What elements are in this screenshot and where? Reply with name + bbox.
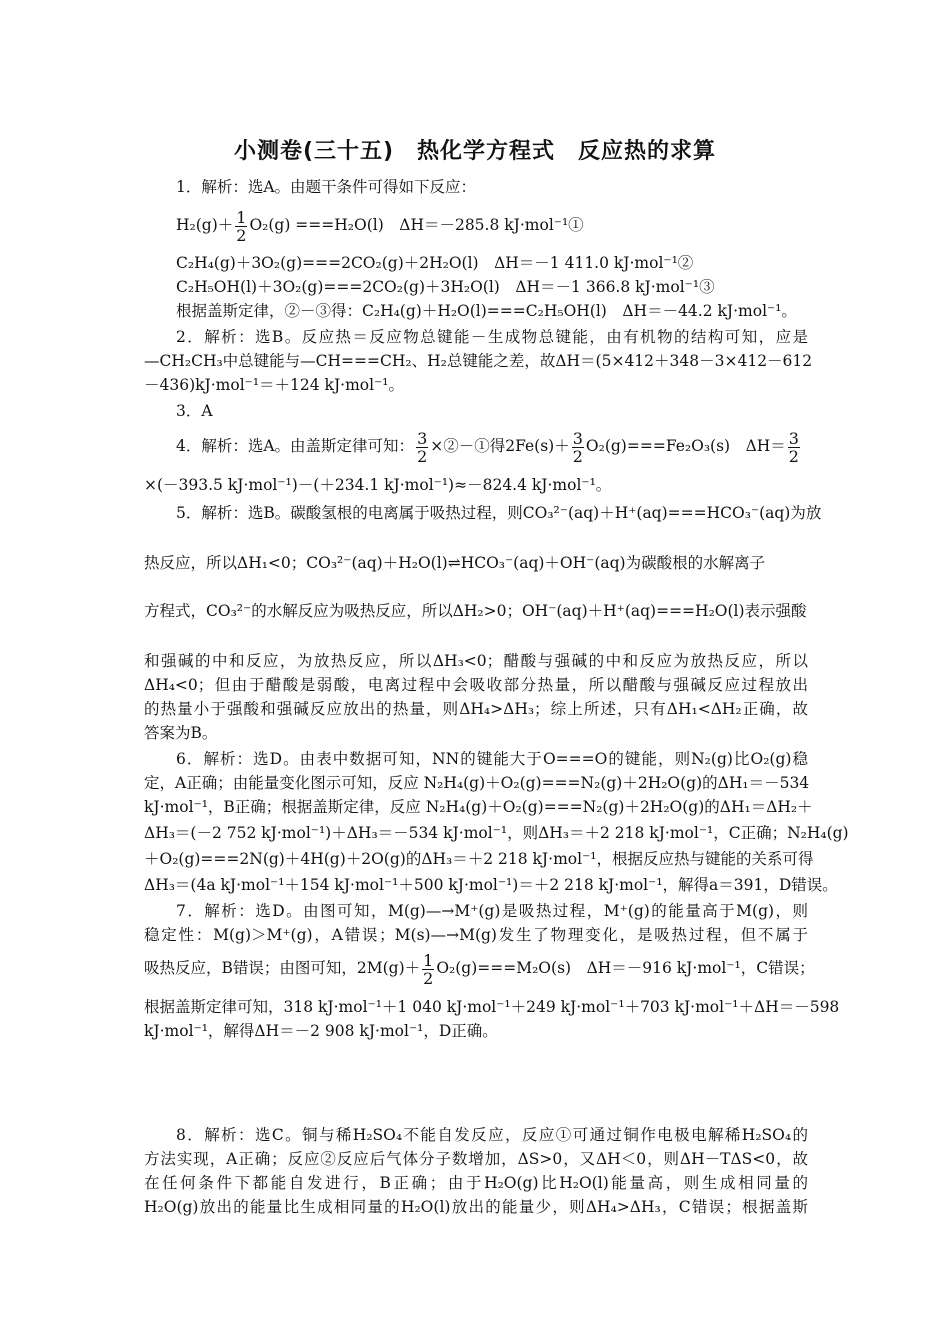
frac-num: 3 (417, 428, 428, 448)
q6-line-5: ＋O₂(g)===2N(g)＋4H(g)＋2O(g)的ΔH₃＝＋2 218 kJ·mol⁻¹，根据反应热与键能的关系可得 (144, 850, 814, 868)
eq1-part-a: H₂(g)＋ (176, 216, 234, 234)
q1-equation-1 (176, 205, 808, 245)
q6-line-6: ΔH₃＝(4a kJ·mol⁻¹＋154 kJ·mol⁻¹＋500 kJ·mol⁻¹)＝＋2 218 kJ·mol⁻¹，解得a＝391，D错误。 (144, 876, 838, 894)
q8-line-1: 8．解析：选C。铜与稀H₂SO₄不能自发反应，反应①可通过铜作电极电解稀H₂SO₄的 (176, 1126, 808, 1144)
fraction-half (422, 952, 434, 987)
page-title: 小测卷(三十五) 热化学方程式 反应热的求算 (233, 139, 717, 164)
q4-line-1 (176, 426, 808, 466)
q6-line-3: kJ·mol⁻¹，B正确；根据盖斯定律，反应 N₂H₄(g)＋O₂(g)===N₂(g)＋2H₂O(g)的ΔH₁＝ΔH₂＋ (144, 798, 813, 816)
q5-line-5: ΔH₄<0；但由于醋酸是弱酸，电离过程中会吸收部分热量，所以醋酸与强碱反应过程放出 (144, 676, 808, 694)
q5-l2b: CO₃²⁻(aq)＋H₂O(l)⇌HCO₃⁻(aq)＋OH⁻(aq)为碳酸根的水解离子 (306, 554, 766, 572)
q1-equation-3: C₂H₅OH(l)＋3O₂(g)===2CO₂(g)＋3H₂O(l) ΔH＝－1 366.8 kJ·mol⁻¹③ (176, 278, 715, 296)
q7-line-5: kJ·mol⁻¹，解得ΔH＝－2 908 kJ·mol⁻¹，D正确。 (144, 1022, 498, 1040)
frac-den: 2 (572, 446, 583, 466)
fraction-half (235, 209, 247, 244)
q5-l1a: 5．解析：选B。碳酸氢根的电离属于吸热过程，则 (176, 504, 523, 522)
q3-answer: 3．A (176, 402, 213, 420)
frac-den: 2 (417, 446, 428, 466)
q5-line-3 (144, 600, 808, 622)
q1-heading: 1．解析：选A。由题干条件可得如下反应： (176, 178, 477, 196)
q7-l3a: 吸热反应，B错误；由图可知，2M(g)＋ (144, 959, 421, 977)
q8-line-4: H₂O(g)放出的能量比生成相同量的H₂O(l)放出的能量少，则ΔH₄>ΔH₃，C错误；根据盖斯 (144, 1198, 808, 1216)
frac-den: 2 (236, 225, 247, 245)
frac-den: 2 (423, 968, 434, 988)
frac-num: 3 (788, 428, 799, 448)
q8-line-2: 方法实现，A正确；反应②反应后气体分子数增加，ΔS>0，又ΔH＜0，则ΔH－TΔS<0，故 (144, 1150, 808, 1168)
q7-l3b: O₂(g)===M₂O(s) ΔH＝－916 kJ·mol⁻¹，C错误； (436, 959, 815, 977)
fraction-three-halves (788, 430, 800, 465)
q2-line-2: —CH₂CH₃中总键能与—CH===CH₂、H₂总键能之差，故ΔH＝(5×412＋348－3×412－612 (144, 352, 813, 370)
q5-line-1 (176, 502, 822, 524)
q4-part-b: ×②－①得2Fe(s)＋ (430, 437, 570, 455)
q1-conclusion: 根据盖斯定律，②－③得：C₂H₄(g)＋H₂O(l)===C₂H₅OH(l) ΔH＝－44.2 kJ·mol⁻¹。 (176, 302, 797, 320)
q5-line-7: 答案为B。 (144, 724, 218, 742)
q2-line-3: －436)kJ·mol⁻¹＝＋124 kJ·mol⁻¹。 (144, 376, 404, 394)
q8-line-3: 在任何条件下都能自发进行，B正确；由于H₂O(g)比H₂O(l)能量高，则生成相同量的 (144, 1174, 808, 1192)
eq1-part-b: O₂(g) ===H₂O(l) ΔH＝－285.8 kJ·mol⁻¹① (249, 216, 584, 234)
fraction-three-halves (416, 430, 428, 465)
q1-equation-2: C₂H₄(g)＋3O₂(g)===2CO₂(g)＋2H₂O(l) ΔH＝－1 411.0 kJ·mol⁻¹② (176, 254, 694, 272)
q7-line-1: 7．解析：选D。由图可知，M(g)—→M⁺(g)是吸热过程，M⁺(g)的能量高于M(g)，则 (176, 902, 808, 920)
q6-line-1: 6．解析：选D。由表中数据可知，NN的键能大于O===O的键能，则N₂(g)比O₂(g)稳 (176, 750, 808, 768)
q4-line-2: ×(－393.5 kJ·mol⁻¹)－(＋234.1 kJ·mol⁻¹)≈－824.4 kJ·mol⁻¹。 (144, 476, 612, 494)
frac-num: 3 (572, 428, 583, 448)
frac-num: 1 (423, 950, 434, 970)
q5-l2a: 热反应，所以ΔH₁<0； (144, 554, 307, 572)
q5-line-6: 的热量小于强酸和强碱反应放出的热量，则ΔH₄>ΔH₃；综上所述，只有ΔH₁<ΔH₂正确，故 (144, 700, 808, 718)
q5-line-2 (144, 552, 808, 574)
q5-l3a: 方程式， (144, 602, 207, 620)
q7-line-2: 稳定性：M(g)＞M⁺(g)，A错误；M(s)—→M(g)发生了物理变化，是吸热过程，但不属于 (144, 926, 808, 944)
fraction-three-halves (572, 430, 584, 465)
q5-line-4: 和强碱的中和反应，为放热反应，所以ΔH₃<0；醋酸与强碱的中和反应为放热反应，所以 (144, 652, 808, 670)
q5-l1b: CO₃²⁻(aq)＋H⁺(aq)===HCO₃⁻(aq)为放 (522, 504, 822, 522)
q2-line-1: 2．解析：选B。反应热＝反应物总键能－生成物总键能，由有机物的结构可知，应是 (176, 328, 808, 346)
q4-part-a: 4．解析：选A。由盖斯定律可知： (176, 437, 415, 455)
q7-line-4: 根据盖斯定律可知，318 kJ·mol⁻¹＋1 040 kJ·mol⁻¹＋249 kJ·mol⁻¹＋703 kJ·mol⁻¹＋ΔH＝－598 (144, 998, 840, 1016)
q6-line-4: ΔH₃＝(－2 752 kJ·mol⁻¹)＋ΔH₃＝－534 kJ·mol⁻¹，则ΔH₃＝＋2 218 kJ·mol⁻¹，C正确；N₂H₄(g) (144, 824, 849, 842)
q7-line-3 (144, 948, 815, 988)
frac-num: 1 (236, 207, 247, 227)
q5-l3b: CO₃²⁻的水解反应为吸热反应，所以ΔH₂>0；OH⁻(aq)＋H⁺(aq)===H₂O(l)表示强酸 (206, 602, 807, 620)
q4-part-c: O₂(g)===Fe₂O₃(s) ΔH＝ (585, 437, 786, 455)
q6-line-2: 定，A正确；由能量变化图示可知，反应 N₂H₄(g)＋O₂(g)===N₂(g)＋2H₂O(g)的ΔH₁＝－534 (144, 774, 810, 792)
frac-den: 2 (788, 446, 799, 466)
